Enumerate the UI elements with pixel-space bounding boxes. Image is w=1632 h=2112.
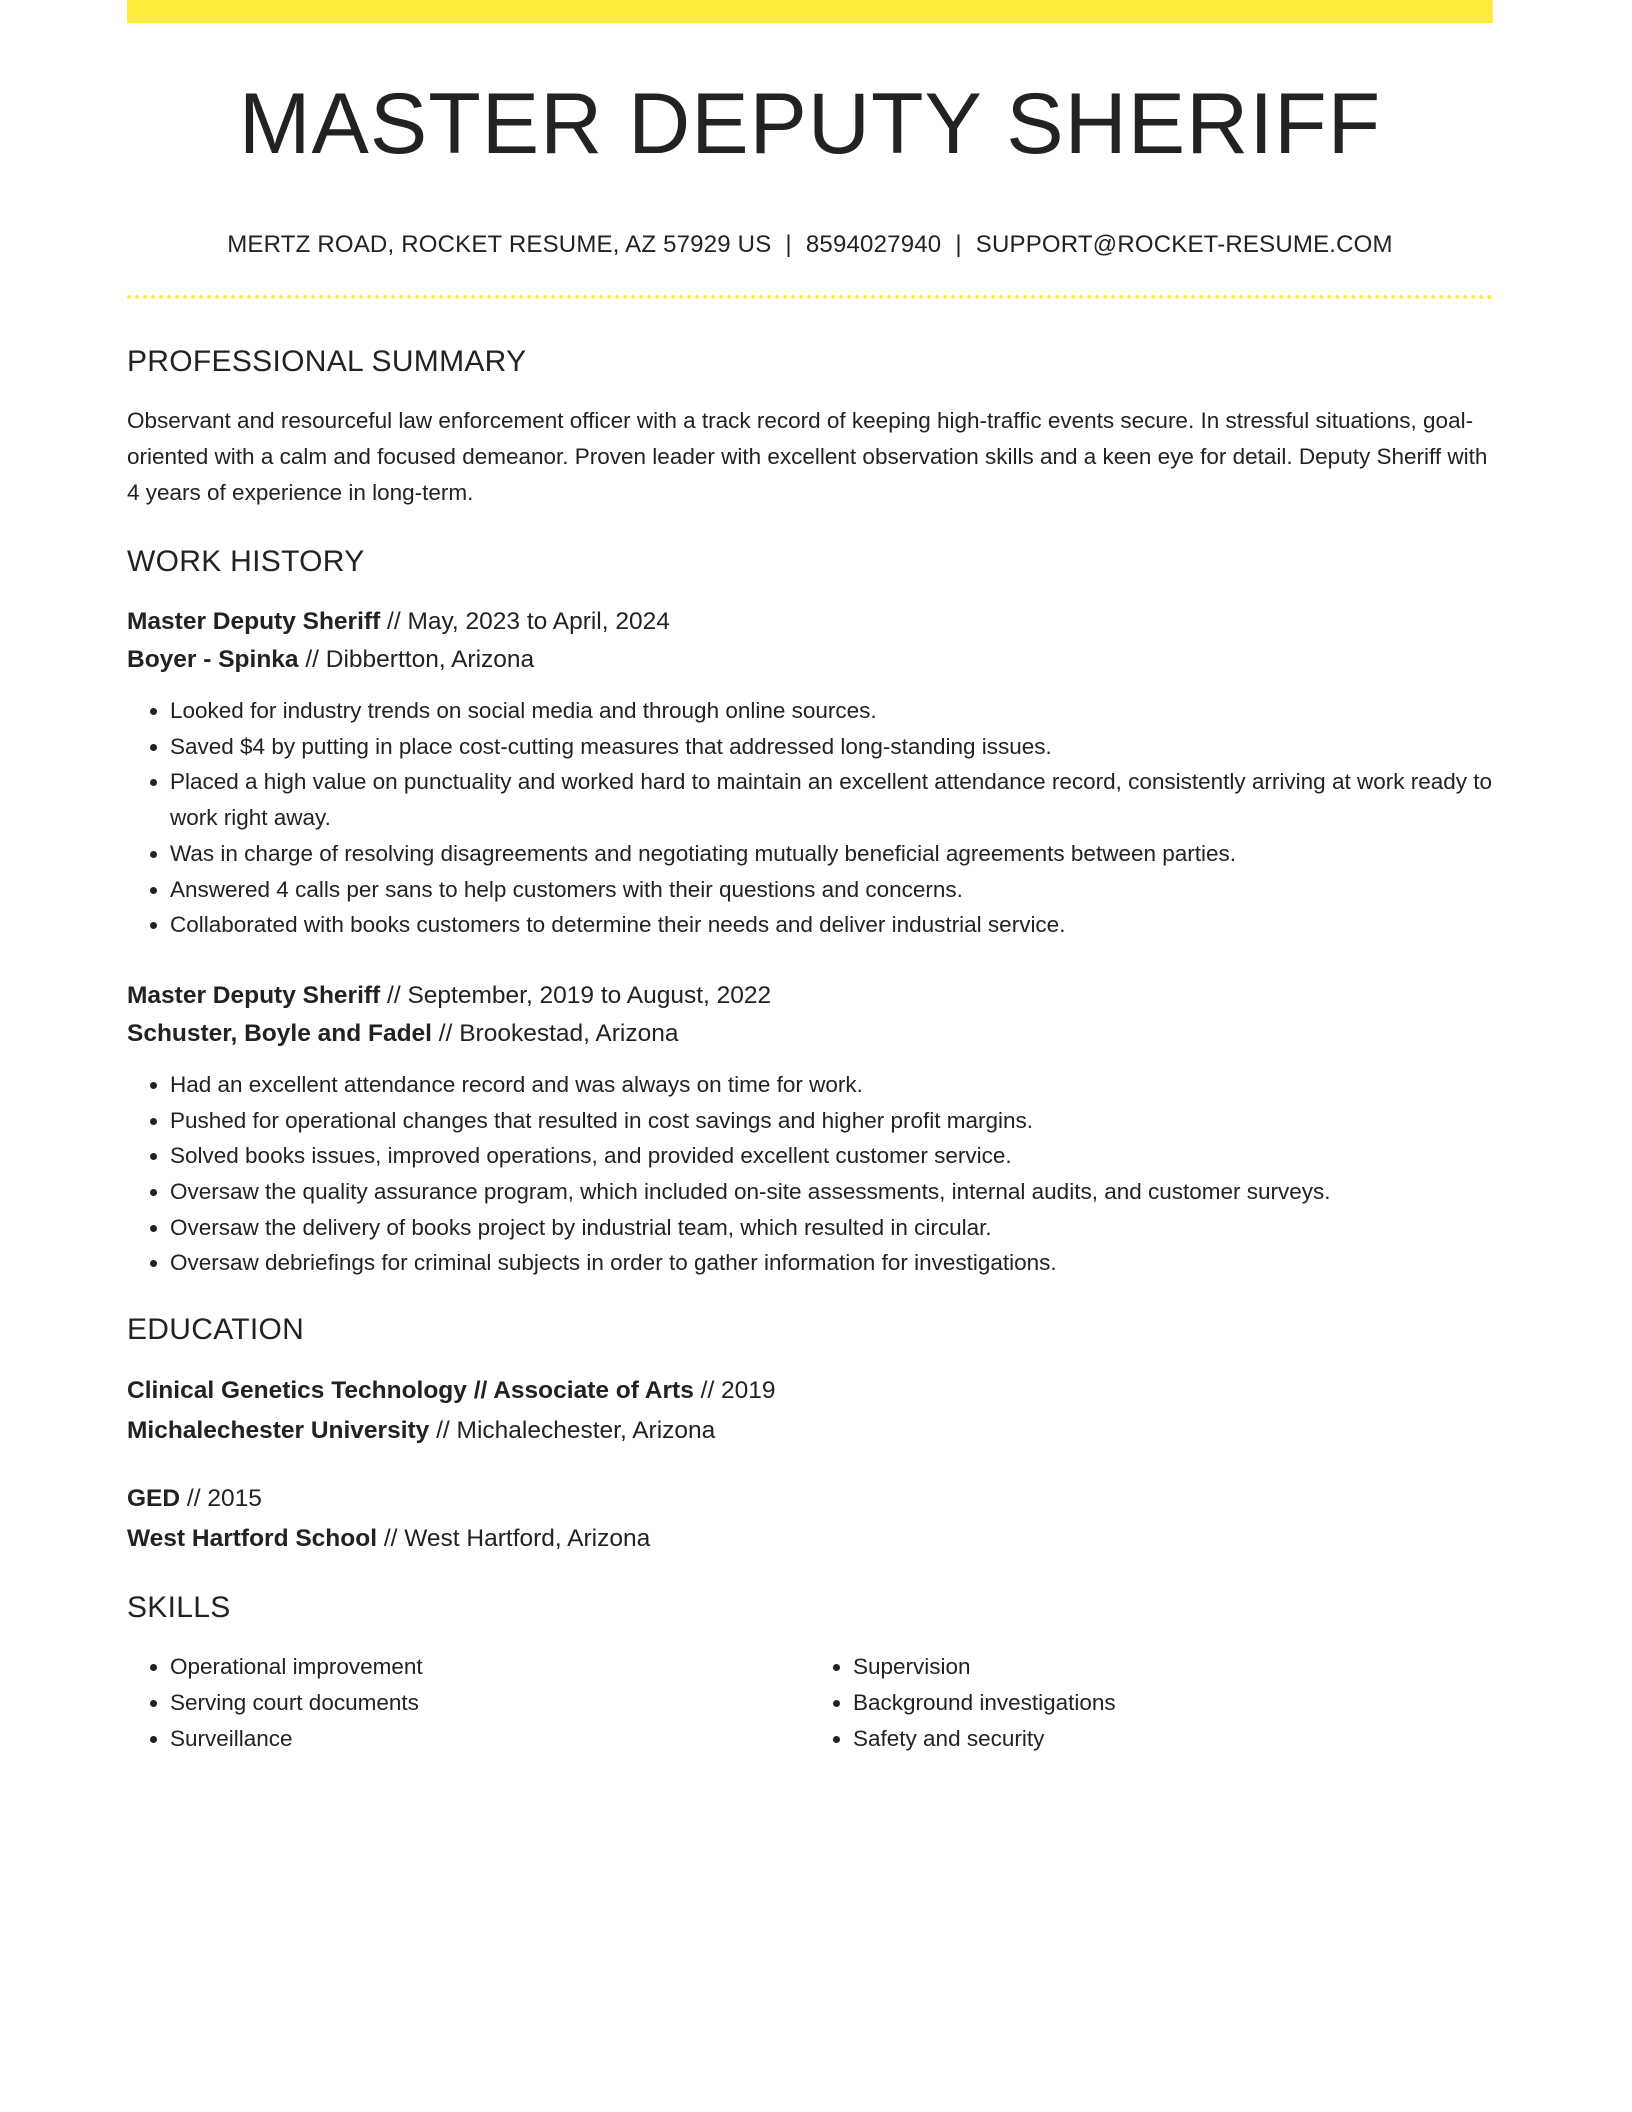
resume-name: MASTER DEPUTY SHERIFF (238, 76, 1382, 172)
contact-email: SUPPORT@ROCKET-RESUME.COM (975, 231, 1393, 258)
education-school-line (127, 1519, 1493, 1559)
education-year: // 2019 (693, 1377, 776, 1405)
education-degree: Clinical Genetics Technology // Associate of Arts (127, 1377, 694, 1405)
job-bullets (127, 693, 1493, 943)
skills-list (810, 1649, 1493, 1756)
job-role-line (127, 603, 1493, 641)
list-item: • Supervision (853, 1649, 1493, 1685)
list-item: • Solved books issues, improved operations, and provided excellent customer service. (170, 1138, 1493, 1174)
list-item: • Serving court documents (170, 1685, 810, 1721)
job-location: // Brookestad, Arizona (431, 1019, 679, 1047)
list-item: • Surveillance (170, 1721, 810, 1757)
summary-text: Observant and resourceful law enforcement officer with a track record of keeping high-traffic events secure. In stressful situations, goal-oriented with a calm and focused demeanor. Proven leader with excellent observation skills and a keen eye for detail. Deputy Sheriff with 4 years of experience in long-term. (127, 408, 1488, 505)
contact-phone: 8594027940 (805, 231, 942, 258)
list-item: • Was in charge of resolving disagreements and negotiating mutually beneficial agreements between parties. (170, 836, 1493, 872)
job-dates: // September, 2019 to August, 2022 (380, 981, 772, 1009)
resume-page (127, 0, 1493, 1756)
job-role: Master Deputy Sheriff (127, 981, 381, 1009)
section-title-work: WORK HISTORY (127, 545, 365, 578)
list-item: • Oversaw debriefings for criminal subjects in order to gather information for investigations. (170, 1245, 1493, 1281)
contact-address: MERTZ ROAD, ROCKET RESUME, AZ 57929 US (227, 231, 772, 258)
education-degree-line (127, 1479, 1493, 1519)
list-item: • Looked for industry trends on social media and through online sources. (170, 693, 1493, 729)
skills-column-right (810, 1649, 1493, 1756)
education-year: // 2015 (180, 1485, 262, 1513)
section-title-education: EDUCATION (127, 1313, 305, 1347)
list-item: • Saved $4 by putting in place cost-cutting measures that addressed long-standing issues. (170, 729, 1493, 765)
job-company: Schuster, Boyle and Fadel (127, 1019, 432, 1047)
list-item: • Safety and security (853, 1721, 1493, 1757)
education-school-line (127, 1411, 1493, 1451)
list-item: • Had an excellent attendance record and was always on time for work. (170, 1067, 1493, 1103)
education-degree-line (127, 1371, 1493, 1411)
job-entry (127, 977, 1493, 1281)
job-role: Master Deputy Sheriff (127, 608, 381, 635)
job-dates: // May, 2023 to April, 2024 (380, 608, 670, 635)
list-item: • Collaborated with books customers to determine their needs and deliver industrial service. (170, 907, 1493, 943)
job-company-line (127, 1015, 1493, 1053)
skills-grid (127, 1649, 1493, 1756)
list-item: • Operational improvement (170, 1649, 810, 1685)
contact-separator: | (955, 231, 962, 258)
job-bullets (127, 1067, 1493, 1281)
job-company: Boyer - Spinka (127, 646, 299, 673)
list-item: • Pushed for operational changes that resulted in cost savings and higher profit margins. (170, 1103, 1493, 1139)
section-title-skills: SKILLS (127, 1591, 231, 1625)
education-entry (127, 1371, 1493, 1451)
job-entry (127, 603, 1493, 943)
list-item: • Placed a high value on punctuality and worked hard to maintain an excellent attendance record, consistently arriving at work ready to work right away. (170, 764, 1493, 835)
job-location: // Dibbertton, Arizona (298, 646, 535, 673)
contact-separator: | (785, 231, 792, 258)
list-item: • Oversaw the quality assurance program, which included on-site assessments, internal audits, and customer surveys. (170, 1174, 1493, 1210)
dotted-divider (127, 295, 1493, 299)
accent-bar (127, 0, 1493, 23)
list-item: • Oversaw the delivery of books project by industrial team, which resulted in circular. (170, 1210, 1493, 1246)
education-school: West Hartford School (127, 1525, 378, 1553)
job-company-line (127, 641, 1493, 679)
education-location: // Michalechester, Arizona (429, 1417, 716, 1445)
education-school: Michalechester University (127, 1417, 430, 1445)
skills-column-left (127, 1649, 810, 1756)
section-title-summary: PROFESSIONAL SUMMARY (127, 345, 527, 378)
job-role-line (127, 977, 1493, 1015)
skills-list (127, 1649, 810, 1756)
contact-line (127, 233, 1493, 257)
education-entry (127, 1479, 1493, 1559)
education-location: // West Hartford, Arizona (377, 1525, 651, 1553)
education-degree: GED (127, 1485, 181, 1513)
list-item: • Background investigations (853, 1685, 1493, 1721)
list-item: • Answered 4 calls per sans to help customers with their questions and concerns. (170, 872, 1493, 908)
